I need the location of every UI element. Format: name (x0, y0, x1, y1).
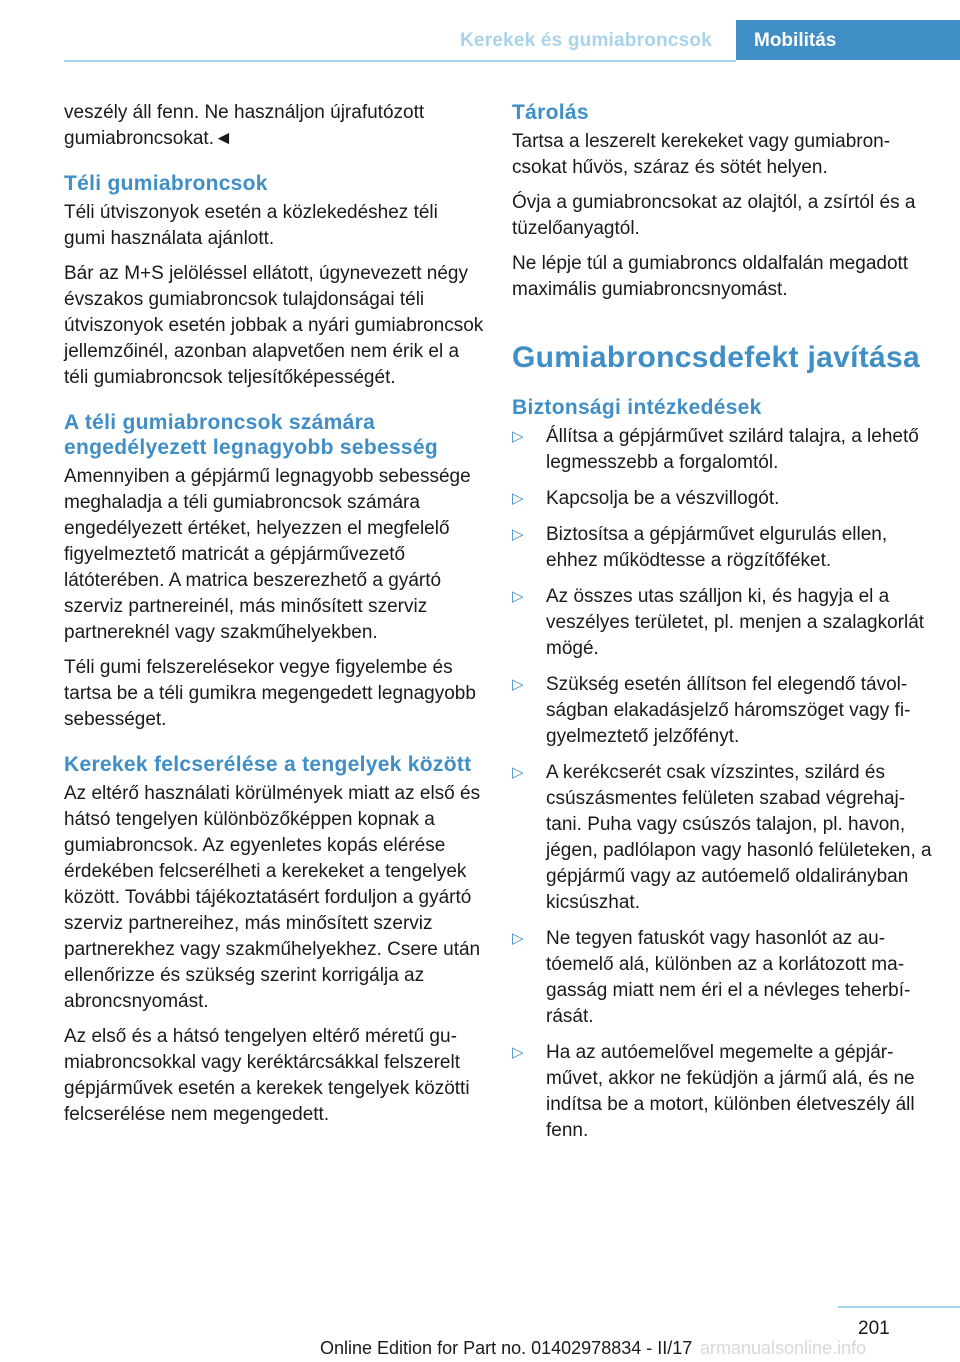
list-item (512, 926, 932, 1030)
page-number: 201 (858, 1318, 890, 1339)
list-item-text: A kerékcserét csak vízszintes, szilárd és csúszásmentes felületen szabad végrehajtani. Puha vagy csúszós talajon, pl. havon, jégen, padlólapon vagy hasonló felületeken, a gépjármű vagy az autóemelő oldalirányban kicsúszhat. (546, 762, 932, 913)
wheel-rotation-paragraph-1: Az eltérő használati körülmények miatt az első és hátsó tengelyen különbözőképpen kopnak a gumiabroncsok. Az egyenletes kopás elérése érdekében felcserélheti a kerekeket a tengelyek között. További tájékoztatásért forduljon a gyártó szerviz partnereihez, más minősített szerviz partnerekhez vagy szakműhelyekhez. Csere után ellenőrizze és szükség szerint korrigálja az abroncsnyomást. (64, 783, 481, 1012)
right-column (512, 100, 932, 1154)
wheel-rotation-paragraph-2: Az első és a hátsó tengelyen eltérő méretű gumiabroncsokkal vagy keréktárcsákkal felszerelt gépjárművek esetén a kerekek tengelyek közötti felcserélése nem megengedett. (64, 1026, 470, 1125)
list-item-text: Szükség esetén állítson fel elegendő távolságban elakadásjelző háromszöget vagy figyelmeztető jelzőfényt. (546, 674, 911, 747)
left-column (64, 100, 484, 1137)
triangle-bullet-icon: ▷ (512, 930, 524, 947)
list-item-text: Kapcsolja be a vészvillogót. (546, 488, 780, 509)
triangle-bullet-icon: ▷ (512, 1044, 524, 1061)
list-item-text: Állítsa a gépjárművet szilárd talajra, a lehető legmesszebb a forgalomtól. (546, 426, 919, 473)
list-item (512, 672, 932, 750)
page-header (0, 0, 960, 62)
flat-tire-repair-heading: Gumiabroncsdefekt javítása (512, 341, 920, 374)
intro-paragraph: veszély áll fenn. Ne használjon újrafutózott gumiabroncsokat.◄ (64, 102, 425, 149)
triangle-bullet-icon: ▷ (512, 428, 524, 445)
winter-tires-paragraph-1: Téli útviszonyok esetén a közlekedéshez téli gumi használata ajánlott. (64, 202, 438, 249)
list-item (512, 522, 932, 574)
winter-speed-heading: A téli gumiabroncsok számára engedélyezett legnagyobb sebesség (64, 411, 439, 459)
list-item (512, 584, 932, 662)
safety-measures-list (512, 424, 932, 1144)
list-item-text: Ha az autóemelővel megemelte a gépjárművet, akkor ne feküdjön a jármű alá, és ne indítsa be a motort, különben életveszély áll fenn. (546, 1042, 915, 1141)
watermark-text: armanualsonline.info (700, 1338, 867, 1358)
winter-speed-paragraph-1: Amennyiben a gépjármű legnagyobb sebessége meghaladja a téli gumiabroncsok számára engedélyezett értéket, helyezzen el megfelelő figyelmeztető matricát a gépjárművezető látóterében. A matrica beszerezhető a gyártó szerviz partnereinél, más minősített szerviz partnereknél vagy szakműhelyekben. (64, 466, 471, 643)
wheel-rotation-heading: Kerekek felcserélése a tengelyek között (64, 753, 472, 776)
list-item-text: Ne tegyen fatuskót vagy hasonlót az autóemelő alá, különben az a korlátozott magasság miatt nem éri el a névleges teherbírását. (546, 928, 911, 1027)
safety-measures-heading: Biztonsági intézkedések (512, 396, 762, 419)
list-item (512, 760, 932, 916)
winter-tires-heading: Téli gumiabroncsok (64, 172, 268, 195)
list-item-text: Biztosítsa a gépjárművet elgurulás ellen, ehhez működtesse a rögzítőféket. (546, 524, 888, 571)
list-item (512, 486, 932, 512)
list-item (512, 1040, 932, 1144)
triangle-bullet-icon: ▷ (512, 490, 524, 507)
list-item-text: Az összes utas szálljon ki, és hagyja el a veszélyes területet, pl. menjen a szalagkorlát mögé. (546, 586, 925, 659)
header-divider (64, 60, 736, 62)
list-item (512, 424, 932, 476)
storage-heading: Tárolás (512, 101, 589, 124)
edition-footer-text: Online Edition for Part no. 01402978834 - II/17 (320, 1338, 693, 1358)
storage-paragraph-1: Tartsa a leszerelt kerekeket vagy gumiabroncsokat hűvös, száraz és sötét helyen. (512, 131, 891, 178)
header-section-tab: Mobilitás (736, 20, 960, 60)
winter-tires-paragraph-2: Bár az M+S jelöléssel ellátott, úgynevezett négy évszakos gumiabroncsok tulajdonságai téli útviszonyok esetén jobbak a nyári gumiabroncsok jellemzőinél, azonban alapvetően nem érik el a téli gumiabroncsok teljesítőképességét. (64, 263, 484, 388)
triangle-bullet-icon: ▷ (512, 676, 524, 693)
header-chapter-title: Kerekek és gumiabroncsok (460, 30, 712, 51)
storage-paragraph-2: Óvja a gumiabroncsokat az olajtól, a zsírtól és a tüzelőanyagtól. (512, 192, 916, 239)
footer-divider (838, 1306, 960, 1308)
triangle-bullet-icon: ▷ (512, 588, 524, 605)
winter-speed-paragraph-2: Téli gumi felszerelésekor vegye figyelembe és tartsa be a téli gumikra megengedett legnagyobb sebességet. (64, 657, 476, 730)
triangle-bullet-icon: ▷ (512, 526, 524, 543)
storage-paragraph-3: Ne lépje túl a gumiabroncs oldalfalán megadott maximális gumiabroncsnyomást. (512, 253, 909, 300)
triangle-bullet-icon: ▷ (512, 764, 524, 781)
